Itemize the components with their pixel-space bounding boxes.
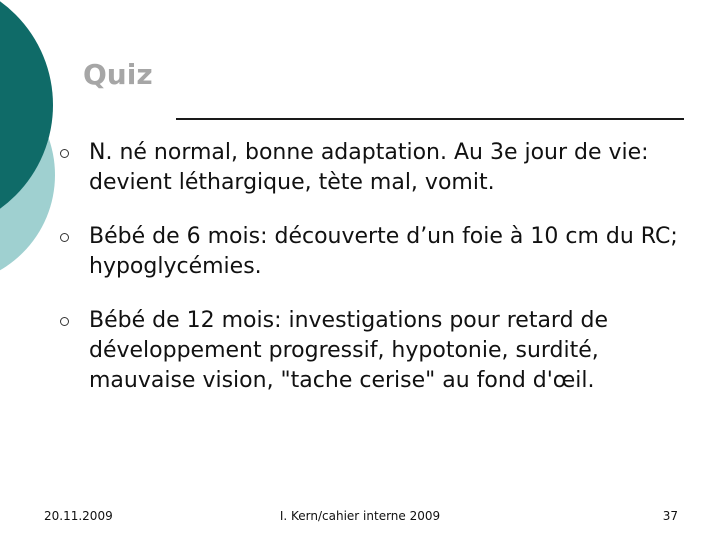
bullet-circle-icon (60, 317, 69, 326)
bullet-item-2 (60, 222, 690, 282)
bullet-text-2: Bébé de 6 mois: découverte d’un foie à 10 cm du RC; hypoglycémies. (89, 224, 678, 279)
footer-author: I. Kern/cahier interne 2009 (279, 509, 441, 523)
bullet-text-1: N. né normal, bonne adaptation. Au 3e jour de vie: devient léthargique, tète mal, vomit. (89, 140, 649, 195)
bullet-text-3: Bébé de 12 mois: investigations pour retard de développement progressif, hypotonie, surdité, mauvaise vision, "tache cerise" au fond d'œil. (89, 308, 609, 393)
bullet-item-1 (60, 138, 690, 198)
footer-date: 20.11.2009 (44, 509, 113, 523)
bullet-circle-icon (60, 233, 69, 242)
bullet-list (60, 138, 690, 420)
page-number: 37 (662, 509, 678, 523)
bullet-circle-icon (60, 149, 69, 158)
title-divider (176, 118, 684, 120)
slide-title: Quiz (83, 58, 153, 91)
bullet-item-3 (60, 306, 690, 396)
